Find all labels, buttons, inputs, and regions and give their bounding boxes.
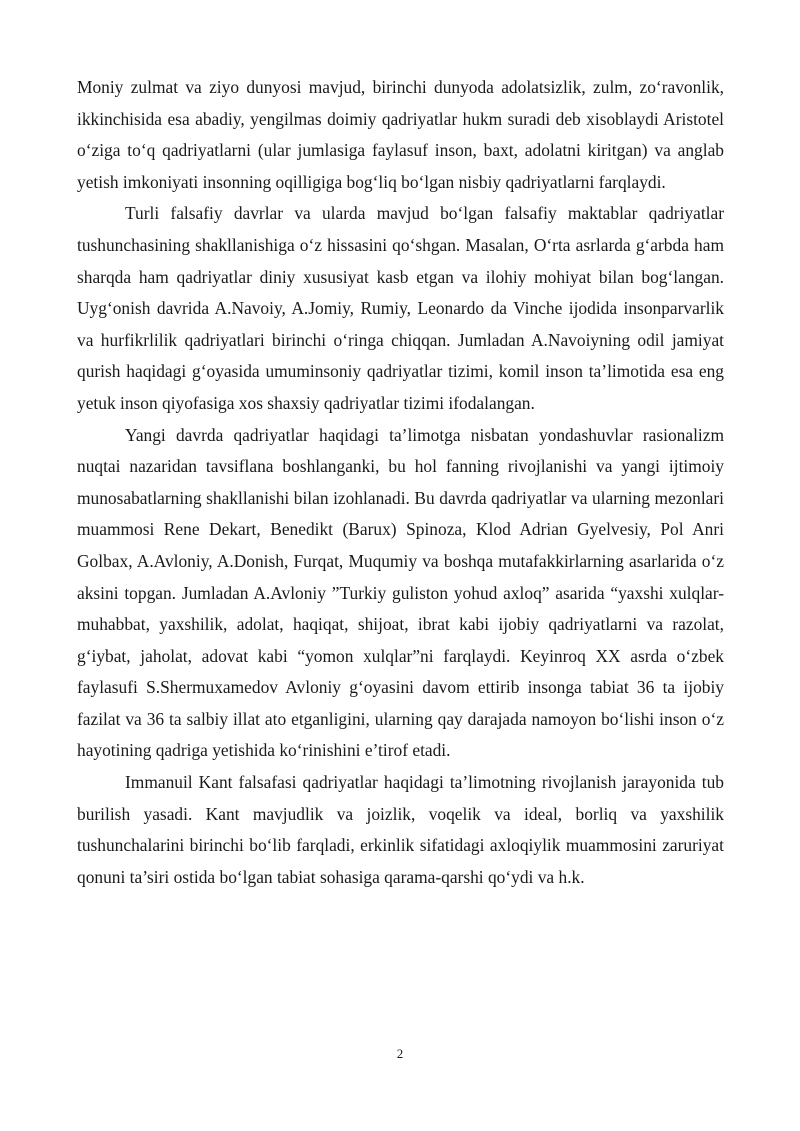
paragraph-2: Turli falsafiy davrlar va ularda mavjud bo‘lgan falsafiy maktablar qadriyatlar tushunchasining shakllanishiga o‘z hissasini qo‘shgan. Masalan, O‘rta asrlarda g‘arbda ham sharqda ham qadriyatlar diniy xususiyat kasb etgan va ilohiy mohiyat bilan bog‘langan. Uyg‘onish davrida A.Navoiy, A.Jomiy, Rumiy, Leonardo da Vinche ijodida insonparvarlik va hurfikrlilik qadriyatlari birinchi o‘ringa chiqqan. Jumladan A.Navoiyning odil jamiyat qurish haqidagi g‘oyasida umuminsoniy qadriyatlar tizimi, komil inson ta’limotida esa eng yetuk inson qiyofasiga xos shaxsiy qadriyatlar tizimi ifodalangan. bbox=[77, 203, 724, 413]
text-body bbox=[77, 72, 724, 893]
page-number: 2 bbox=[396, 1046, 404, 1061]
paragraph-4: Immanuil Kant falsafasi qadriyatlar haqidagi ta’limotning rivojlanish jarayonida tub burilish yasadi. Kant mavjudlik va joizlik, voqelik va ideal, borliq va yaxshilik tushunchalarini birinchi bo‘lib farqladi, erkinlik sifatidagi axloqiylik muammosini zaruriyat qonuni ta’siri ostida bo‘lgan tabiat sohasiga qarama-qarshi qo‘ydi va h.k. bbox=[77, 772, 724, 887]
paragraph-1: Moniy zulmat va ziyo dunyosi mavjud, birinchi dunyoda adolatsizlik, zulm, zo‘ravonlik, ikkinchisida esa abadiy, yengilmas doimiy qadriyatlar hukm suradi deb xisoblaydi Aristotel o‘ziga to‘q qadriyatlarni (ular jumlasiga faylasuf inson, baxt, adolatni kiritgan) va anglab yetish imkoniyati insonning oqilligiga bog‘liq bo‘lgan nisbiy qadriyatlarni farqlaydi. bbox=[77, 77, 724, 192]
paragraph-3: Yangi davrda qadriyatlar haqidagi ta’limotga nisbatan yondashuvlar rasionalizm nuqtai nazaridan tavsiflana boshlanganki, bu hol fanning rivojlanishi va yangi ijtimoiy munosabatlarning shakllanishi bilan izohlanadi. Bu davrda qadriyatlar va ularning mezonlari muammosi Rene Dekart, Benedikt (Barux) Spinoza, Klod Adrian Gyelvesiy, Pol Anri Golbax, A.Avloniy, A.Donish, Furqat, Muqumiy va boshqa mutafakkirlarning asarlarida o‘z aksini topgan. Jumladan A.Avloniy ”Turkiy guliston yohud axloq” asarida “yaxshi xulqlar- muhabbat, yaxshilik, adolat, haqiqat, shijoat, ibrat kabi ijobiy qadriyatlarni va razolat, g‘iybat, jaholat, adovat kabi “yomon xulqlar”ni farqlaydi. Keyinroq XX asrda o‘zbek faylasufi S.Shermuxamedov Avloniy g‘oyasini davom ettirib insonga tabiat 36 ta ijobiy fazilat va 36 ta salbiy illat ato etganligini, ularning qay darajada namoyon bo‘lishi inson o‘z hayotining qadriga yetishida ko‘rinishini e’tirof etadi. bbox=[77, 424, 724, 761]
